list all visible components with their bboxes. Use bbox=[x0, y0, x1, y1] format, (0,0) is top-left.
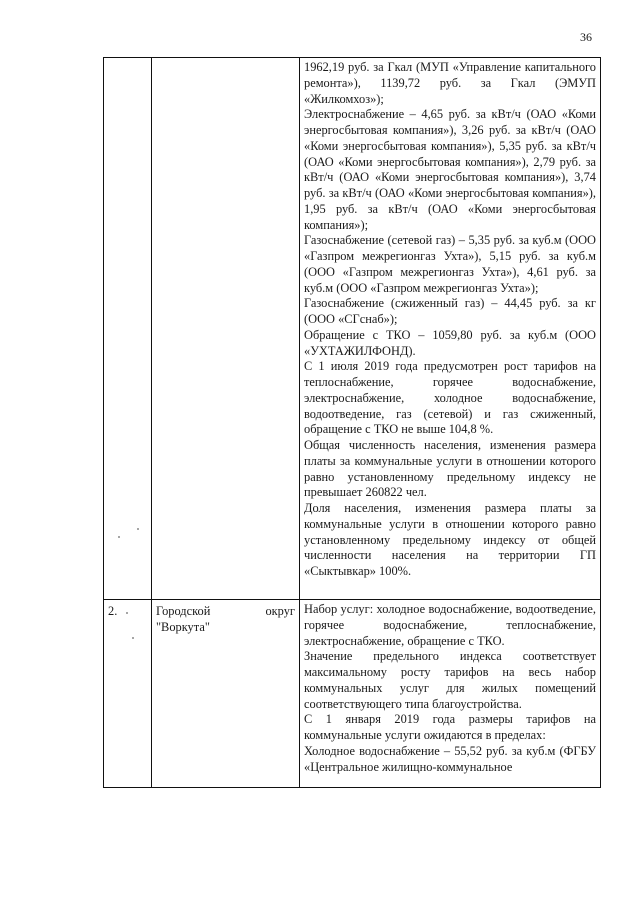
paragraph: Обращение с ТКО – 1059,80 руб. за куб.м (ООО «УХТАЖИЛФОНД). bbox=[304, 327, 596, 358]
paragraph: Холодное водоснабжение – 55,52 руб. за куб.м (ФГБУ «Центральное жилищно-коммунальное bbox=[304, 743, 596, 774]
municipality-cell bbox=[152, 58, 300, 600]
page-number: 36 bbox=[580, 30, 592, 44]
municipality-name-quoted: "Воркута" bbox=[156, 619, 210, 634]
paragraph: 1962,19 руб. за Гкал (МУП «Управление капитального ремонта»), 1139,72 руб. за Гкал (ЭМУП «Жилкомхоз»); bbox=[304, 60, 596, 106]
paragraph: Газоснабжение (сжиженный газ) – 44,45 руб. за кг (ООО «СГснаб»); bbox=[304, 296, 596, 326]
scan-speck bbox=[132, 637, 134, 639]
paragraph: Набор услуг: холодное водоснабжение, водоотведение, горячее водоснабжение, теплоснабжение, электроснабжение, обращение с ТКО. bbox=[304, 602, 596, 648]
paragraph: С 1 января 2019 года размеры тарифов на коммунальные услуги ожидаются в пределах: bbox=[304, 712, 596, 742]
municipality-cell bbox=[152, 600, 300, 788]
row-number-cell bbox=[104, 58, 152, 600]
paragraph: Общая численность населения, изменения размера платы за коммунальные услуги в отношении которого равно установленному предельному индексу не превышает 260822 чел. bbox=[304, 438, 596, 500]
municipality-name: Городской округ bbox=[156, 604, 295, 618]
scan-speck bbox=[126, 612, 128, 614]
row-number-cell: 2. bbox=[104, 600, 152, 788]
tariff-table bbox=[103, 57, 601, 788]
scan-speck bbox=[118, 536, 120, 538]
paragraph: Электроснабжение – 4,65 руб. за кВт/ч (ОАО «Коми энергосбытовая компания»), 3,26 руб. за кВт/ч (ОАО «Коми энергосбытовая компания»), 5,35 руб. за кВт/ч (ОАО «Коми энергосбытовая компания»), 2,79 руб. за кВт/ч (ОАО «Коми энергосбытовая компания»), 3,74 руб. за кВт/ч (ОАО «Коми энергосбытовая компания»), 1,95 руб. за кВт/ч (ОАО «Коми энергосбытовая компания»); bbox=[304, 107, 596, 232]
tariff-description-cell bbox=[300, 600, 601, 788]
paragraph: Газоснабжение (сетевой газ) – 5,35 руб. за куб.м (ООО «Газпром межрегионгаз Ухта»), 5,15 руб. за куб.м (ООО «Газпром межрегионгаз Ухта»), 4,61 руб. за куб.м (ООО «Газпром межрегионгаз Ухта»); bbox=[304, 233, 596, 295]
table-row bbox=[104, 600, 601, 788]
scan-speck bbox=[137, 528, 139, 530]
paragraph: Значение предельного индекса соответствует максимальному росту тарифов на весь набор коммунальных услуг для жилых помещений соответствующего типа благоустройства. bbox=[304, 649, 596, 711]
table-row bbox=[104, 58, 601, 600]
tariff-description-cell bbox=[300, 58, 601, 600]
paragraph: С 1 июля 2019 года предусмотрен рост тарифов на теплоснабжение, горячее водоснабжение, электроснабжение, холодное водоснабжение, водоотведение, газ (сетевой) и газ сжиженный, обращение с ТКО не выше 104,8 %. bbox=[304, 359, 596, 437]
paragraph: Доля населения, изменения размера платы за коммунальные услуги в отношении которого равно установленному предельному индексу от общей численности населения на территории ГП «Сыктывкар» 100%. bbox=[304, 501, 596, 578]
